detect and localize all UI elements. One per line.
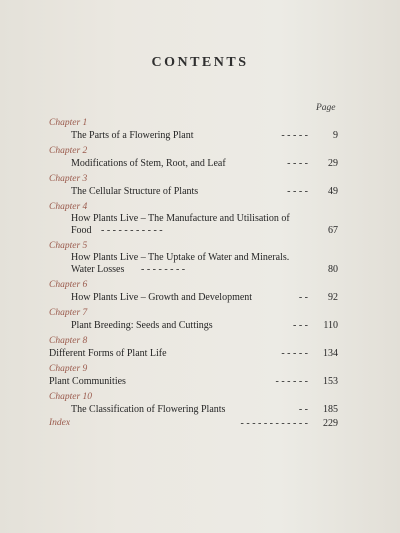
leader-dots: - - [298,404,308,415]
toc-entry-chapter-4 [49,201,338,237]
chapter-label: Chapter 7 [49,308,88,318]
toc-entry-chapter-2 [49,145,338,170]
chapter-label: Chapter 1 [49,118,88,128]
leader-dots: - - - [293,320,308,331]
chapter-title: The Parts of a Flowering Plant [71,130,194,141]
chapter-label: Chapter 9 [49,364,88,374]
chapter-title: Plant Breeding: Seeds and Cuttings [71,320,213,331]
page-number: 92 [328,292,338,303]
chapter-title: Modifications of Stem, Root, and Leaf [71,158,226,169]
chapter-title-line-1: How Plants Live – The Uptake of Water and Minerals. [71,252,290,263]
leader-dots: - - - - - [281,348,308,359]
chapter-label: Chapter 3 [49,174,88,184]
chapter-title: How Plants Live – Growth and Development [71,292,253,303]
toc-entry-chapter-1 [49,117,338,142]
chapter-title-line-1: How Plants Live – The Manufacture and Utilisation of [71,213,290,224]
chapter-title: The Cellular Structure of Plants [71,186,199,197]
chapter-label: Chapter 4 [49,202,88,212]
chapter-label: Chapter 8 [49,336,88,346]
chapter-title: Different Forms of Plant Life [49,348,167,359]
page-title: CONTENTS [151,55,249,70]
toc-entry-chapter-7 [49,307,338,332]
chapter-title: The Classification of Flowering Plants [71,404,226,415]
chapter-label: Chapter 6 [49,280,88,290]
toc-entry-chapter-6 [49,279,338,304]
page-number: 134 [323,348,338,359]
leader-dots: - - - - - [281,130,308,141]
toc-entry-chapter-10 [49,391,338,416]
toc-entry-chapter-3 [49,173,338,198]
leader-dots: - - [298,292,308,303]
page-number: 80 [328,264,338,275]
chapter-title-line-2: Food [71,225,92,236]
leader-dots: - - - - - - - - [141,264,186,275]
chapter-label: Chapter 5 [49,241,88,251]
leader-dots: - - - - - - - - - - - [101,225,163,236]
page-number: 29 [328,158,338,169]
leader-dots: - - - - - - - - - - - - [240,418,308,429]
leader-dots: - - - - - - [275,376,308,387]
chapter-title: Plant Communities [49,376,126,387]
chapter-label: Chapter 10 [49,392,93,402]
leader-dots: - - - - [287,186,308,197]
page-number: 185 [323,404,338,415]
table-of-contents [49,114,338,430]
page-column-label: Page [316,103,336,113]
page-number: 9 [333,130,338,141]
page-number: 229 [323,418,338,429]
page-number: 153 [323,376,338,387]
page-number: 110 [323,320,338,331]
toc-entry-chapter-8 [49,335,338,360]
chapter-title-line-2: Water Losses [71,264,125,275]
index-label: Index [49,418,71,428]
leader-dots: - - - - [287,158,308,169]
toc-entry-chapter-9 [49,363,338,388]
toc-entry-index [49,417,338,430]
toc-entry-chapter-5 [49,240,338,276]
page-number: 67 [328,225,338,236]
page-number: 49 [328,186,338,197]
chapter-label: Chapter 2 [49,146,88,156]
